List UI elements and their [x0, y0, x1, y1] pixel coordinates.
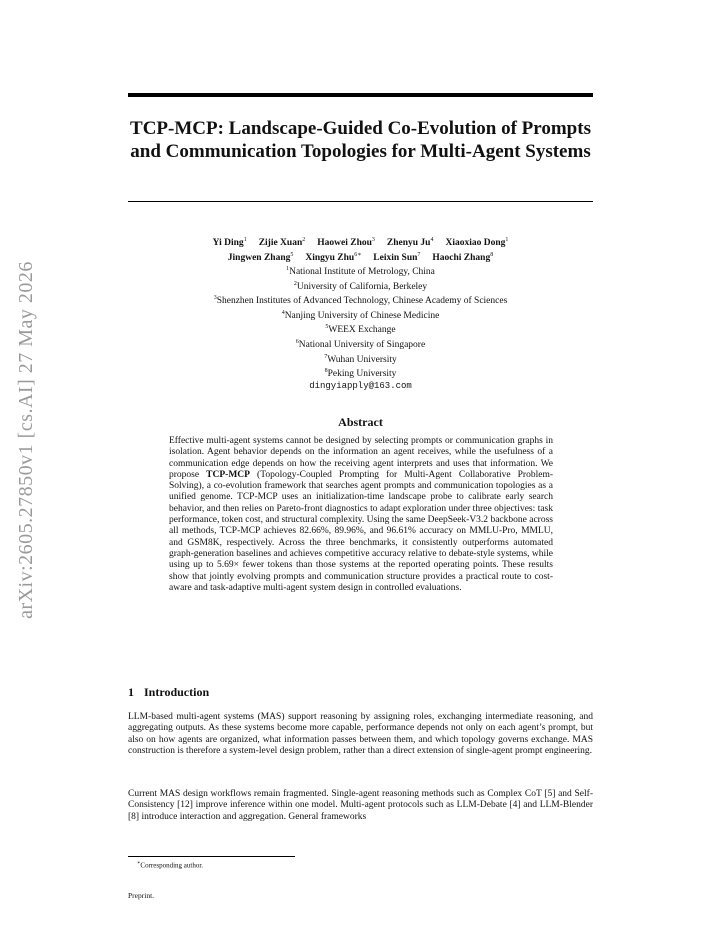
- affiliation-item: [128, 337, 593, 352]
- author-name: Haochi Zhang: [432, 252, 491, 263]
- author-email: dingyiapply@163.com: [309, 380, 412, 391]
- affiliation-mark: 1: [286, 266, 290, 273]
- affiliation-item: [128, 322, 593, 337]
- affiliation-item: [128, 264, 593, 279]
- footnote-mark: ∗: [137, 861, 141, 866]
- author-affiliation-mark: 1: [505, 237, 509, 243]
- affiliation-mark: 5: [325, 324, 329, 331]
- section-title: Introduction: [144, 685, 210, 699]
- affiliation-text: Nanjing University of Chinese Medicine: [284, 310, 440, 321]
- affiliation-text: Shenzhen Institutes of Advanced Technology, Chinese Academy of Sciences: [216, 296, 508, 307]
- footnote-text: Corresponding author.: [140, 861, 204, 870]
- affiliation-text: Wuhan University: [327, 354, 397, 365]
- paper-title: TCP-MCP: Landscape-Guided Co-Evolution of Prompts and Communication Topologies for Multi-Agent Systems: [130, 118, 591, 162]
- affiliation-item: [128, 279, 593, 294]
- arxiv-identifier: arXiv:2605.27850v1 [cs.AI] 27 May 2026: [15, 261, 37, 619]
- affiliation-text: National Institute of Metrology, China: [289, 267, 435, 278]
- author-block: [128, 235, 593, 392]
- section-heading-introduction: [128, 685, 219, 700]
- affiliation-mark: 7: [324, 353, 328, 360]
- preprint-label: Preprint.: [128, 891, 155, 900]
- author-affiliation-mark: 4: [430, 237, 434, 243]
- author-affiliation-mark: 7: [417, 251, 421, 258]
- title-rule: [128, 201, 593, 202]
- author-affiliation-mark: 8: [490, 251, 494, 258]
- affiliation-mark: 6: [295, 338, 299, 345]
- affiliation-mark: 3: [213, 295, 217, 302]
- affiliation-item: [128, 308, 593, 323]
- author-affiliation-mark: 6∗: [354, 251, 362, 258]
- author-name: Zhenyu Ju: [386, 238, 431, 249]
- affiliation-list: [128, 264, 593, 381]
- affiliation-mark: 2: [293, 280, 297, 287]
- abstract-text: [169, 436, 553, 594]
- author-line-1: [128, 235, 593, 250]
- footnote-rule: [128, 856, 295, 857]
- abstract-text-pre: Effective multi-agent systems cannot be designed by selecting prompts or communication graphs in isolation. Agent behavior depends on the information an agent receives, while the usefulness of a communication edge depends on how the receiving agent interprets and uses that information. We propose: [169, 436, 553, 480]
- author-name: Leixin Sun: [373, 252, 418, 263]
- author-name: Jingwen Zhang: [227, 252, 291, 263]
- author-name: Haowei Zhou: [317, 238, 372, 249]
- affiliation-text: Peking University: [327, 369, 397, 380]
- author-name: Zijie Xuan: [258, 238, 303, 249]
- top-rule: [128, 93, 593, 97]
- author-name: Yi Ding: [212, 238, 244, 249]
- author-name: Xiaoxiao Dong: [445, 238, 506, 249]
- author-affiliation-mark: 3: [371, 237, 375, 243]
- section-number: 1: [128, 685, 134, 699]
- author-line-2: [128, 250, 593, 265]
- abstract-text-post: (Topology-Coupled Prompting for Multi-Agent Collaborative Problem-Solving), a co-evolution framework that searches agent prompts and communication topologies as a unified genome. TCP-MCP uses an initialization-time landscape probe to calibrate early search behavior, and then relies on Pareto-front diagnostics to adapt exploration under three objectives: task performance, token cost, and structural complexity. Using the same DeepSeek-V3.2 backbone across all methods, TCP-MCP achieves 82.66%, 89.96%, and 96.61% accuracy on MMLU-Pro, MMLU, and GSM8K, respectively. Across the three benchmarks, it consistently outperforms automated graph-generation baselines and achieves competitive accuracy relative to debate-style systems, while using up to 5.69× fewer tokens than those systems at the reported operating points. These results show that jointly evolving prompts and communication structure provides a practical route to cost-aware and task-adaptive multi-agent system design in controlled evaluations.: [169, 469, 554, 593]
- author-name: Xingyu Zhu: [305, 252, 355, 263]
- author-affiliation-mark: 5: [290, 251, 294, 258]
- abstract-heading: Abstract: [338, 415, 383, 429]
- affiliation-text: WEEX Exchange: [328, 325, 396, 336]
- author-affiliation-mark: 2: [302, 237, 306, 243]
- affiliation-item: [128, 366, 593, 381]
- affiliation-text: National University of Singapore: [298, 340, 426, 351]
- affiliation-item: [128, 352, 593, 367]
- footnote: [137, 860, 203, 869]
- intro-paragraph-2: Current MAS design workflows remain fragmented. Single-agent reasoning methods such as Complex CoT [5] and Self-Consistency [12] improve inference within one model. Multi-agent protocols such as LLM-Debate [4] and LLM-Blender [8] introduce interaction and aggregation. General frameworks: [128, 789, 593, 822]
- affiliation-mark: 8: [324, 368, 328, 375]
- author-affiliation-mark: 1: [243, 237, 247, 243]
- affiliation-mark: 4: [281, 309, 285, 316]
- affiliation-item: [128, 293, 593, 308]
- affiliation-text: University of California, Berkeley: [296, 281, 428, 292]
- intro-paragraph-1: LLM-based multi-agent systems (MAS) support reasoning by assigning roles, exchanging intermediate reasoning, and aggregating outputs. As these systems become more capable, performance depends not only on each agent’s prompt, but also on how agents are organized, what information passes between them, and which topology governs exchange. MAS construction is therefore a system-level design problem, rather than a direct extension of single-agent prompt engineering.: [128, 712, 593, 756]
- method-name: TCP-MCP: [206, 469, 250, 480]
